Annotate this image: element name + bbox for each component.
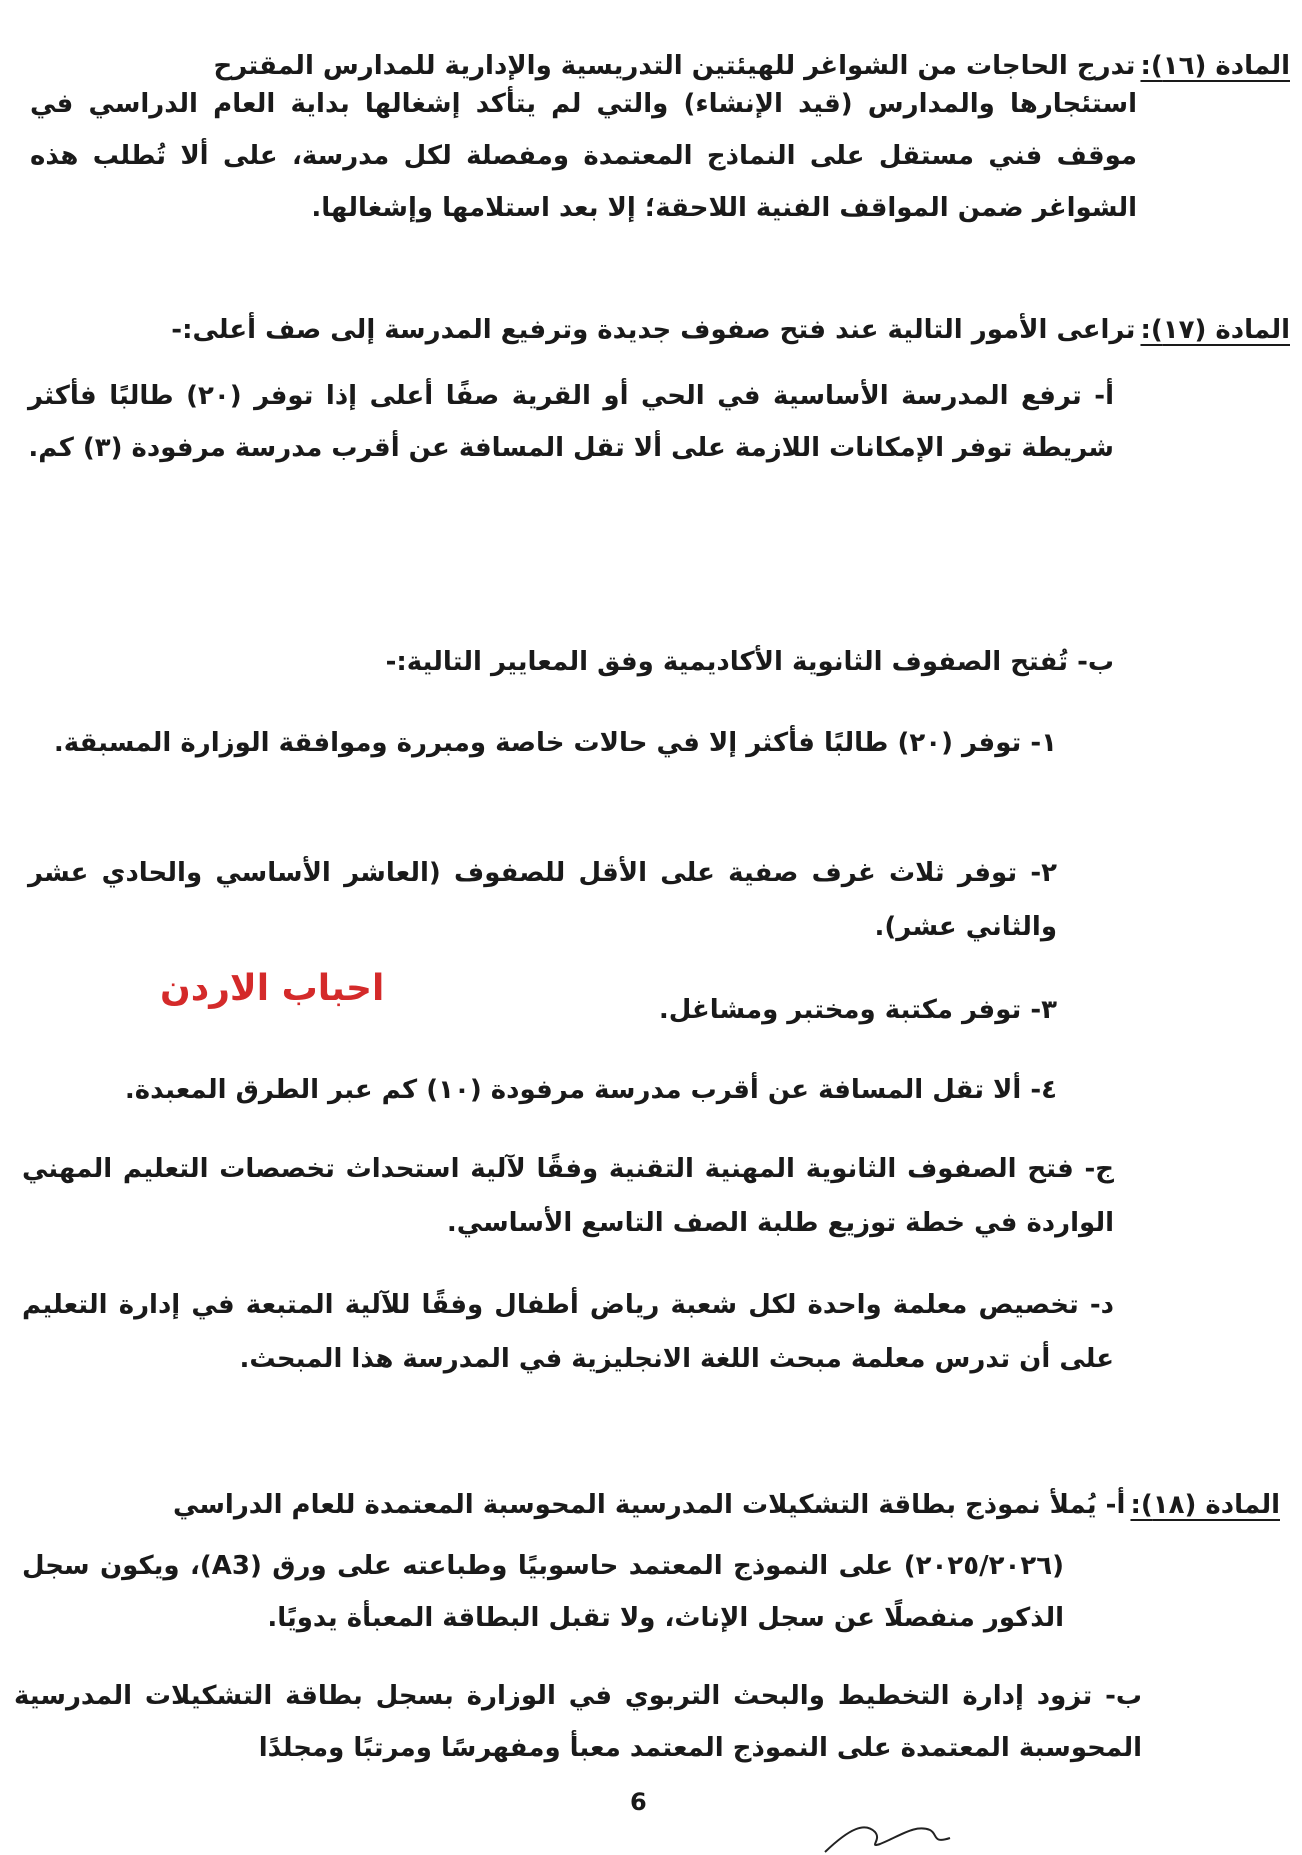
watermark-text: احباب الاردن [160,968,385,1009]
article-17-intro-line [171,302,1290,358]
article-17-item-b3: ٣- توفر مكتبة ومختبر ومشاغل. [658,995,1057,1025]
article-17-item-a: أ- ترفع المدرسة الأساسية في الحي أو القرية صفًا أعلى إذا توفر (٢٠) طالبًا فأكثر شريطة توفر الإمكانات اللازمة على ألا تقل المسافة عن أقرب مدرسة مرفودة (٣) كم. [28,381,1114,463]
article-18-item-a-body: (٢٠٢٥/٢٠٢٦) على النموذج المعتمد حاسوبيًا وطباعته على ورق (A3)، ويكون سجل الذكور منفصلًا عن سجل الإناث، ولا تقبل البطاقة المعبأة يدويًا. [22,1551,1064,1633]
article-16-body: استئجارها والمدارس (قيد الإنشاء) والتي لم يتأكد إشغالها بداية العام الدراسي في موقف فني مستقل على النماذج المعتمدة ومفصلة لكل مدرسة، على ألا تُطلب هذه الشواغر ضمن المواقف الفنية اللاحقة؛ إلا بعد استلامها وإشغالها. [30,89,1137,223]
article-16-label: المادة (١٦): [1140,51,1290,81]
article-17-item-b2: ٢- توفر ثلاث غرف صفية على الأقل للصفوف (العاشر الأساسي والحادي عشر والثاني عشر). [28,858,1057,942]
article-17-item-b1: ١- توفر (٢٠) طالبًا فأكثر إلا في حالات خاصة ومبررة وموافقة الوزارة المسبقة. [53,728,1057,758]
article-18-first-line [173,1477,1280,1533]
article-17-intro: تراعى الأمور التالية عند فتح صفوف جديدة وترفيع المدرسة إلى صف أعلى:- [171,315,1136,345]
article-18-label: المادة (١٨): [1130,1490,1280,1520]
article-17-item-b: ب- تُفتح الصفوف الثانوية الأكاديمية وفق المعايير التالية:- [385,647,1114,677]
article-17-item-d: د- تخصيص معلمة واحدة لكل شعبة رياض أطفال وفقًا للآلية المتبعة في إدارة التعليم على أن تدرس معلمة مبحث اللغة الانجليزية في المدرسة هذا المبحث. [22,1290,1114,1374]
page-number: 6 [630,1788,647,1816]
article-18-a-line1: أ- يُملأ نموذج بطاقة التشكيلات المدرسية المحوسبة المعتمدة للعام الدراسي [173,1490,1126,1520]
article-17-item-c: ج- فتح الصفوف الثانوية المهنية التقنية وفقًا لآلية استحداث تخصصات التعليم المهني الواردة في خطة توزيع طلبة الصف التاسع الأساسي. [22,1154,1114,1238]
article-17-label: المادة (١٧): [1140,315,1290,345]
article-17-item-b4: ٤- ألا تقل المسافة عن أقرب مدرسة مرفودة (١٠) كم عبر الطرق المعبدة. [124,1075,1057,1105]
signature-icon [820,1818,960,1855]
article-16-line1: تدرج الحاجات من الشواغر للهيئتين التدريسية والإدارية للمدارس المقترح [213,51,1136,81]
article-18-item-b: ب- تزود إدارة التخطيط والبحث التربوي في الوزارة بسجل بطاقة التشكيلات المدرسية المحوسبة المعتمدة على النموذج المعتمد معبأ ومفهرسًا ومرتبًا ومجلدًا [14,1681,1142,1763]
